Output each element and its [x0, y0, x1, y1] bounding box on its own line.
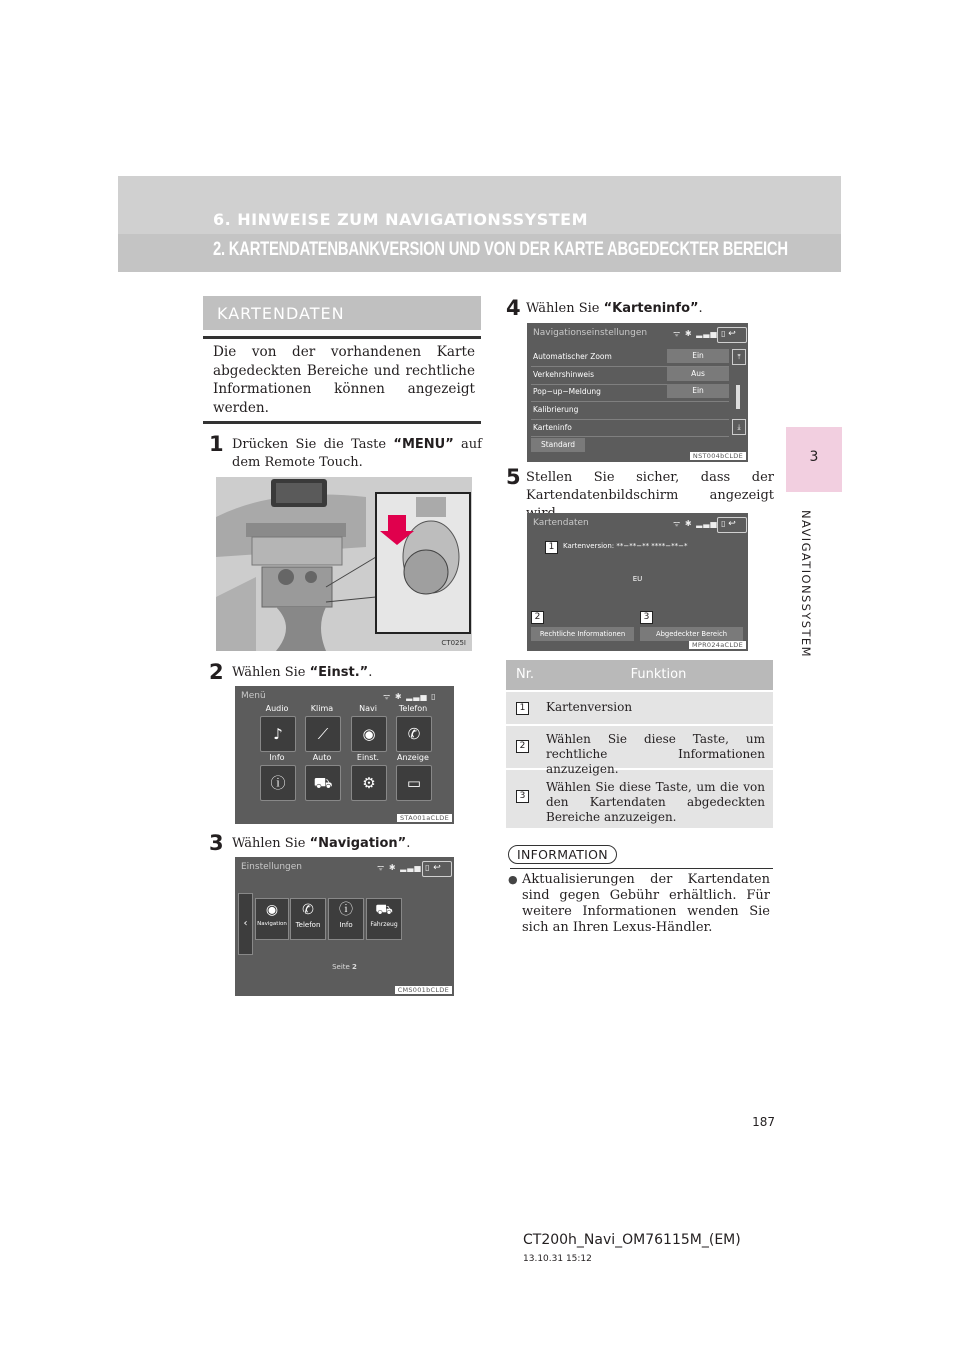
setting-row-value[interactable]: Ein: [667, 349, 729, 363]
information-note: [508, 872, 770, 936]
bullet-icon: ●: [508, 873, 518, 886]
anzeige-button[interactable]: [396, 765, 432, 801]
fahrzeug-button[interactable]: [366, 898, 402, 940]
arrow-up-icon: ⤒: [737, 353, 741, 361]
music-note-icon: ♪: [273, 725, 283, 743]
step-number: 5: [506, 465, 521, 489]
menu-label-einst: Einst.: [356, 753, 380, 762]
back-arrow-icon: ↩: [433, 863, 441, 873]
callout-2: 2: [531, 611, 544, 624]
row-text: Wählen Sie diese Taste, um rechtliche Informationen anzuzeigen.: [546, 732, 765, 776]
telefon-button[interactable]: [396, 716, 432, 752]
step-text: Stellen Sie sicher, dass der Kartendatenbildschirm angezeigt: [526, 470, 774, 503]
navigation-button[interactable]: [255, 898, 289, 940]
setting-row-label[interactable]: Kalibrierung: [533, 405, 579, 414]
col-nr-header: Nr.: [515, 667, 534, 682]
scroll-up-button[interactable]: [732, 349, 746, 365]
menu-screen: [235, 686, 454, 824]
document-id: CT200h_Navi_OM76115M_(EM): [523, 1232, 741, 1248]
row-number: 1: [516, 702, 529, 715]
row-number: 2: [516, 740, 529, 753]
table-row: [506, 724, 773, 776]
chevron-left-icon: ‹: [243, 918, 248, 929]
kartendaten-screen: [527, 513, 748, 651]
row-divider: [531, 436, 729, 437]
col-func-header: Funktion: [630, 667, 687, 682]
info-icon: ⓘ: [339, 902, 353, 918]
back-button[interactable]: [422, 861, 452, 877]
back-button[interactable]: [717, 517, 747, 533]
kartendaten-text: Die von der vorhandenen Karte abgedeckten Bereiche und rechtliche Informationen können angezeigt werden.: [213, 344, 475, 416]
kartendaten-heading-text: KARTENDATEN: [217, 304, 345, 323]
menu-label-navi: Navi: [359, 704, 377, 713]
dashboard-photo: [216, 477, 472, 651]
table-header: [506, 660, 773, 690]
compass-icon: ◉: [265, 902, 279, 918]
setting-row-label[interactable]: Pop−up−Meldung: [533, 387, 601, 396]
step-number: 3: [209, 831, 224, 855]
telefon-settings-label: Telefon: [295, 921, 321, 929]
table-row: [506, 768, 773, 828]
back-arrow-icon: ↩: [728, 329, 736, 339]
table-row: [506, 690, 773, 724]
callout-1: 1: [545, 541, 558, 554]
step-number: 4: [506, 296, 521, 320]
page-indicator: Seite 2: [332, 963, 357, 971]
screen-code: NST004bCLDE: [690, 452, 746, 460]
step-text: Wählen Sie “Navigation”.: [232, 836, 411, 851]
row-divider: [531, 401, 729, 402]
setting-row-label[interactable]: Verkehrshinweis: [533, 370, 595, 379]
chapter-title: 2. KARTENDATENBANKVERSION UND VON DER KARTE ABGEDECKTER BEREICH: [213, 239, 788, 260]
screen-title: Kartendaten: [533, 518, 589, 528]
information-badge: INFORMATION: [508, 845, 617, 864]
menu-label-auto: Auto: [312, 753, 332, 762]
page-number: 187: [752, 1115, 775, 1129]
menu-label-anzeige: Anzeige: [397, 753, 429, 762]
screen-code: MPR024aCLDE: [689, 641, 746, 649]
setting-row-value[interactable]: Ein: [667, 384, 729, 398]
setting-row-label[interactable]: Automatischer Zoom: [533, 352, 612, 361]
document-date: 13.10.31 15:12: [523, 1254, 592, 1264]
previous-page-button[interactable]: [238, 893, 253, 955]
car-settings-icon: ⛟: [375, 902, 393, 918]
information-text: Aktualisierungen der Kartendaten sind gegen Gebühr erhältlich. Für weitere Informationen wenden Sie sich an Ihren Lexus-Händler.: [522, 872, 770, 935]
screen-code: STA001aCLDE: [397, 814, 452, 822]
status-icons: ᯤ ✱ ▂▃▅ ▯: [377, 863, 431, 872]
row-number: 3: [516, 790, 529, 803]
auto-button[interactable]: [305, 765, 341, 801]
callout-3: 3: [640, 611, 653, 624]
row-text: Kartenversion: [546, 700, 633, 714]
step-number: 2: [209, 660, 224, 684]
step-text: Wählen Sie “Karteninfo”.: [526, 301, 703, 316]
menu-label-klima: Klima: [310, 704, 334, 713]
info-icon: ⓘ: [270, 774, 286, 792]
row-divider: [531, 419, 729, 420]
function-table: [506, 660, 773, 828]
navigation-settings-screen: [527, 323, 748, 462]
status-icons: ᯤ ✱ ▂▃▅ ▯: [383, 692, 437, 701]
info-settings-label: Info: [339, 921, 353, 929]
step-text: Drücken Sie die Taste “MENU” auf dem Remote Touch.: [232, 437, 482, 470]
chapter-tab-number: 3: [809, 449, 819, 465]
covered-area-button[interactable]: Abgedeckter Bereich: [640, 627, 743, 641]
step-number: 1: [209, 432, 224, 456]
standard-button[interactable]: Standard: [531, 438, 585, 452]
step-text: Wählen Sie “Einst.”.: [232, 665, 373, 680]
telefon-settings-button[interactable]: [290, 898, 326, 940]
status-icons: ᯤ ✱ ▂▃▅ ▯: [673, 519, 727, 528]
fahrzeug-button-label: Fahrzeug: [370, 921, 398, 928]
info-settings-button[interactable]: [328, 898, 364, 940]
car-icon: ⛟: [313, 774, 333, 792]
screen-title: Einstellungen: [241, 862, 303, 872]
compass-icon: ◉: [362, 725, 376, 743]
einst-button[interactable]: [351, 765, 387, 801]
map-region: EU: [632, 575, 643, 583]
image-code: CT025I: [441, 639, 466, 647]
chapter-tab-label: NAVIGATIONSSYSTEM: [799, 510, 813, 658]
monitor-icon: ▭: [406, 774, 422, 792]
screen-code: CMS001bCLDE: [395, 986, 452, 994]
back-button[interactable]: [717, 327, 747, 343]
settings-icon: ⚙: [362, 774, 376, 792]
section-title: 6. HINWEISE ZUM NAVIGATIONSSYSTEM: [213, 210, 589, 229]
map-version: Kartenversion: **−**−** ****−**−*: [563, 542, 688, 550]
row-text: Wählen Sie diese Taste, um die von den Kartendaten abgedeckten Bereiche anzuzeigen.: [546, 780, 765, 824]
phone-icon: ✆: [407, 725, 421, 743]
scroll-down-button[interactable]: [732, 419, 746, 435]
dashboard-illustration: [216, 477, 472, 651]
setting-row-value[interactable]: Aus: [667, 367, 729, 381]
kartendaten-heading: [203, 296, 481, 330]
audio-button[interactable]: [260, 716, 296, 752]
climate-seat-icon: ⟋: [317, 725, 329, 743]
menu-label-audio: Audio: [265, 704, 289, 713]
phone-icon: ✆: [302, 902, 314, 918]
klima-button[interactable]: [305, 716, 341, 752]
navi-button[interactable]: [351, 716, 387, 752]
legal-info-button[interactable]: Rechtliche Informationen: [531, 627, 634, 641]
screen-title: Navigationseinstellungen: [533, 328, 648, 338]
menu-label-telefon: Telefon: [398, 704, 428, 713]
status-icons: ᯤ ✱ ▂▃▅ ▯: [673, 329, 727, 338]
navigation-button-label: Navigation: [257, 921, 287, 927]
info-button[interactable]: [260, 765, 296, 801]
menu-label-info: Info: [269, 753, 285, 762]
arrow-down-icon: ⤓: [737, 423, 741, 431]
back-arrow-icon: ↩: [728, 519, 736, 529]
screen-title: Menü: [241, 691, 266, 701]
information-rule: [510, 868, 773, 869]
setting-row-label[interactable]: Karteninfo: [533, 423, 572, 432]
settings-screen: [235, 857, 454, 996]
scrollbar-thumb[interactable]: [736, 385, 740, 409]
